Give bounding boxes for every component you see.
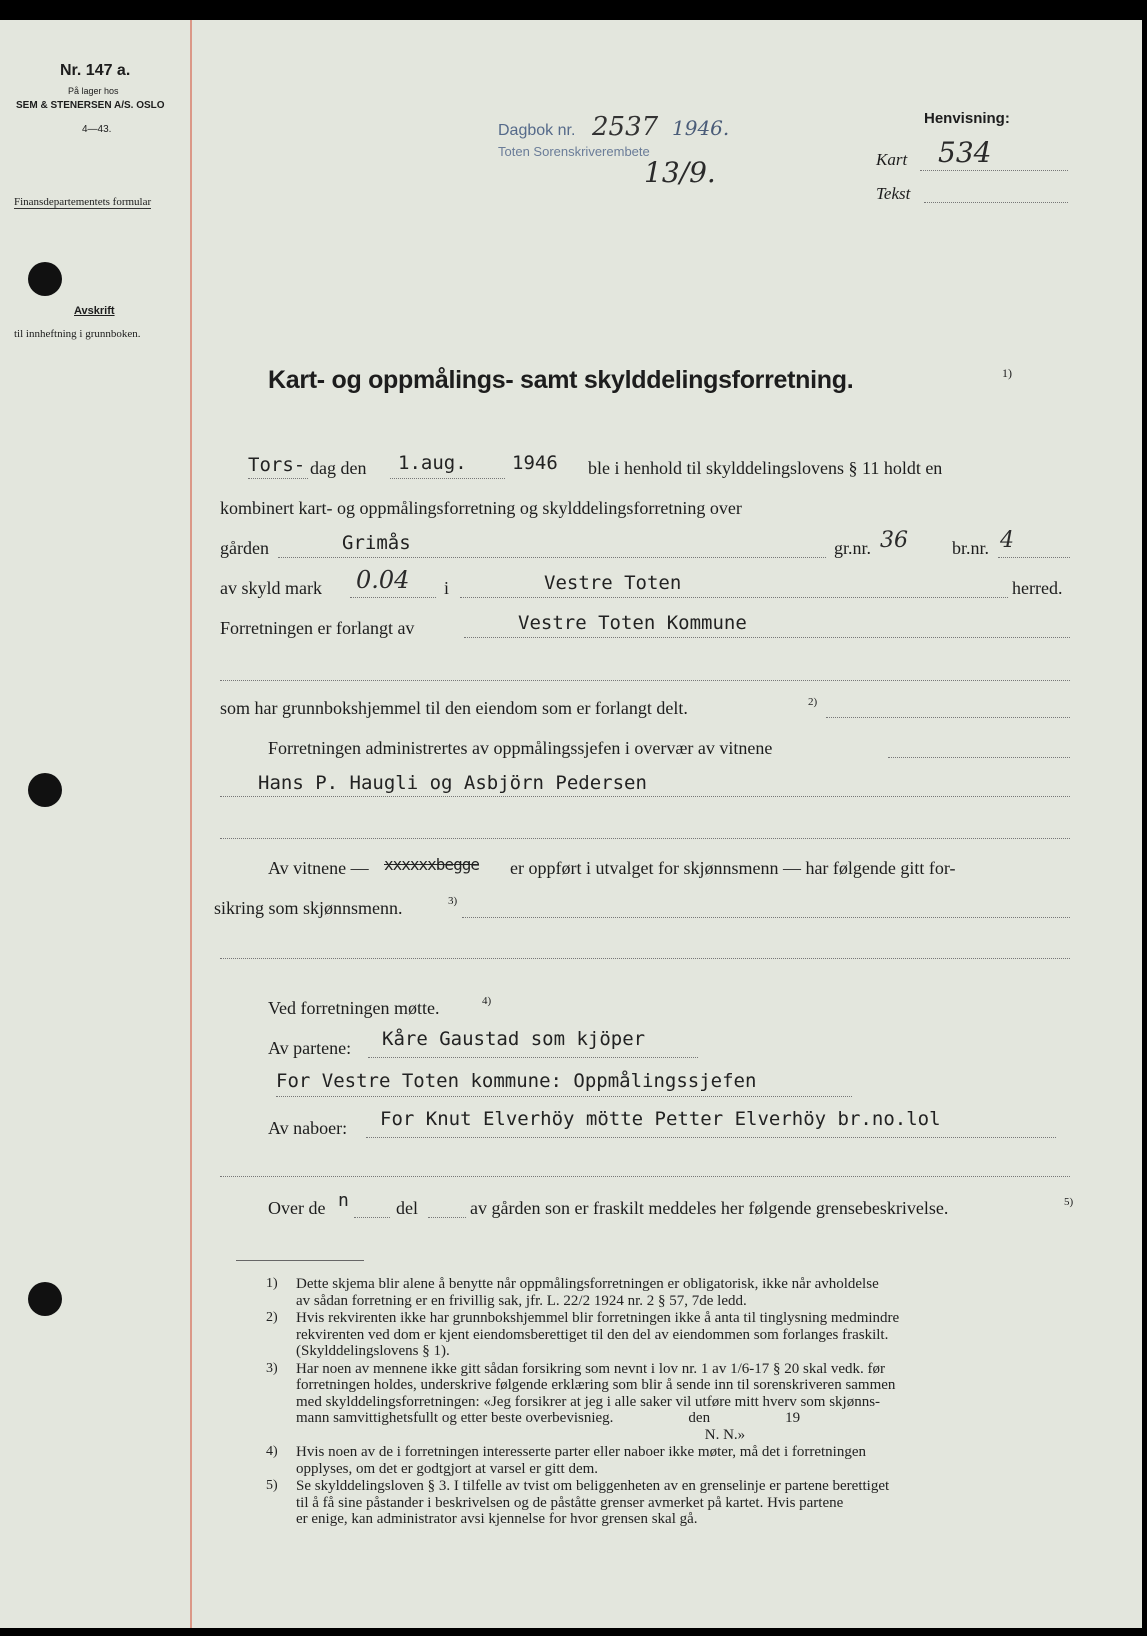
kart-dotline [920,170,1068,171]
partene-dotline-2 [276,1096,852,1097]
grnr-label: gr.nr. [834,538,872,558]
forlangt-value: Vestre Toten Kommune [518,612,747,634]
footnote-line: Se skylddelingsloven § 3. I tilfelle av tvist om beliggenheten av en grenselinje er partene berettiget [296,1478,890,1494]
footnote-line: Har noen av mennene ikke gitt sådan forsikring som nevnt i lov nr. 1 av 1/6-17 § 20 skal vedk. før [296,1360,886,1377]
skyld-value: 0.04 [356,566,410,594]
footnote-rule [236,1260,364,1261]
skyld-i-label: i [444,578,450,598]
line2-text: kombinert kart- og oppmålingsforretning og skylddelingsforretning over [220,498,742,518]
garden-value: Grimås [342,532,411,554]
skyld-label: av skyld mark [220,578,322,598]
form-number: Nr. 147 a. [60,62,131,79]
copy-note: til innheftning i grunnboken. [14,328,141,340]
partene-value: Kåre Gaustad som kjöper [382,1028,646,1050]
date-dotline [390,478,505,479]
footnote-line: med skylddelingsforretningen: «Jeg forsikrer at jeg i alle saker vil utføre mitt hverv som skjønns- [296,1393,881,1410]
sikring-dotline [462,917,1070,918]
brnr-value: 4 [1000,528,1014,553]
publisher-line2: SEM & STENERSEN A/S. OSLO [16,100,165,111]
sikring-text: sikring som skjønnsmenn. [214,898,403,918]
footnote-line: (Skylddelingslovens § 1). [296,1343,450,1359]
margin-rule [190,20,192,1628]
vitner-dotline-2 [220,838,1070,839]
tekst-label: Tekst [876,184,911,203]
punch-hole-top [28,262,62,296]
over-footnote-marker: 5) [1064,1196,1074,1208]
punch-hole-bottom [28,1282,62,1316]
over-text-c: av gården son er fraskilt meddeles her følgende grensebeskrivelse. [470,1198,949,1218]
hjemmel-dotline [826,717,1070,718]
line1-rest: ble i henhold til skylddelingslovens § 11 holdt en [588,458,943,478]
stamp-dagbok-label: Dagbok nr. [498,122,576,139]
line1-dag-den: dag den [310,458,367,478]
vitner-value: Hans P. Haugli og Asbjörn Pedersen [258,772,647,794]
stamp-year: 1946. [672,116,730,140]
naboer-dotline [366,1137,1056,1138]
publisher-line1: På lager hos [68,86,119,96]
reference-heading: Henvisning: [924,110,1010,127]
day-prefix: Tors- [248,454,306,476]
footnote-line: Hvis rekvirenten ikke har grunnbokshjemmel blir forretningen ikke å anta til tinglysning medmindre [296,1310,900,1326]
over-n: n [338,1190,349,1211]
naboer-label: Av naboer: [268,1118,348,1138]
footnote-line: av sådan forretning er en frivillig sak, jfr. L. 22/2 1924 nr. 2 § 57, 7de ledd. [296,1292,747,1309]
naboer-dotline-2 [220,1176,1070,1177]
copy-label: Avskrift [74,305,115,317]
herred-label: herred. [1012,578,1063,598]
av-vitnene-struck: xxxxxxbegge [384,855,479,874]
hjemmel-text: som har grunnbokshjemmel til den eiendom som er forlangt delt. [220,698,688,718]
punch-hole-middle [28,773,62,807]
brnr-dotline [998,557,1070,558]
print-date: 4—43. [82,124,112,135]
footnote-number: 3) [266,1360,278,1376]
partene-label: Av partene: [268,1038,352,1058]
garden-label: gården [220,538,269,558]
footnote-number: 2) [266,1310,278,1325]
footnote-number: 5) [266,1478,278,1493]
footnote-line: Hvis noen av de i forretningen interesserte parter eller naboer ikke møter, må det i forretningen [296,1444,867,1460]
forlangt-dotline-2 [220,680,1070,681]
sikring-dotline-2 [220,958,1070,959]
document-page [0,20,1142,1628]
brnr-label: br.nr. [952,538,990,558]
garden-dotline [278,557,826,558]
stamp-date: 13/9. [644,156,716,189]
footnote-line: Dette skjema blir alene å benytte når oppmålingsforretningen er obligatorisk, ikke når avholdelse [296,1276,879,1292]
sikring-footnote-marker: 3) [448,895,458,907]
date-value: 1.aug. [398,452,467,474]
page-title: Kart- og oppmålings- samt skylddelingsforretning. [268,366,854,394]
title-footnote-marker: 1) [1002,366,1012,380]
over-dotline-1 [354,1217,390,1218]
motte-footnote-marker: 4) [482,995,492,1007]
admin-text: Forretningen administrertes av oppmålingssjefen i overvær av vitnene [268,738,773,758]
tekst-dotline [924,202,1068,203]
herred-dotline [460,597,1008,598]
forlangt-label: Forretningen er forlangt av [220,618,415,638]
year-value: 1946 [512,452,558,474]
footnote-line: opplyses, om det er godtgjort at varsel er gitt dem. [296,1460,599,1477]
footnote-number: 1) [266,1276,278,1291]
av-vitnene-label: Av vitnene — [268,858,369,878]
hjemmel-footnote-marker: 2) [808,696,818,708]
partene-value-2: For Vestre Toten kommune: Oppmålingssjefen [276,1070,757,1092]
herred-value: Vestre Toten [544,572,682,594]
stamp-office: Toten Sorenskriverembete [498,144,650,159]
footnote-line: er enige, kan administrator avsi kjennelse for hvor grensen skal gå. [296,1511,698,1527]
vitner-dotline [220,796,1070,797]
partene-dotline [368,1057,698,1058]
footnote-line: mann samvittighetsfullt og etter beste overbevisnieg. den 19 [296,1410,801,1426]
admin-dotline [888,757,1070,758]
naboer-value: For Knut Elverhöy mötte Petter Elverhöy br.no.lol [380,1108,941,1130]
skyld-dotline [350,597,436,598]
forlangt-dotline [464,637,1070,638]
footnote-number: 4) [266,1444,278,1459]
footnote-line: forretningen holdes, underskrive følgende erklæring som blir å sende inn til sorenskriveren sammen [296,1377,896,1393]
kart-value: 534 [938,136,992,169]
footnote-line: N. N.» [296,1426,746,1443]
motte-text: Ved forretningen møtte. [268,998,440,1018]
form-source: Finansdepartementets formular [14,196,152,208]
grnr-value: 36 [880,528,908,553]
footnote-line: rekvirenten ved dom er kjent eiendomsberettiget til den del av eiendommen som forlanges fraskilt. [296,1326,889,1343]
over-text-a: Over de [268,1198,326,1218]
av-vitnene-rest: er oppført i utvalget for skjønnsmenn — har følgende gitt for- [510,858,956,878]
day-dotline [248,478,308,479]
kart-label: Kart [876,150,908,169]
stamp-dagbok-number: 2537 [592,112,659,142]
footnote-line: til å få sine påstander i beskrivelsen og de påståtte grenser avmerket på kartet. Hvis partene [296,1494,844,1511]
over-text-b: del [396,1198,418,1218]
over-dotline-2 [428,1217,466,1218]
